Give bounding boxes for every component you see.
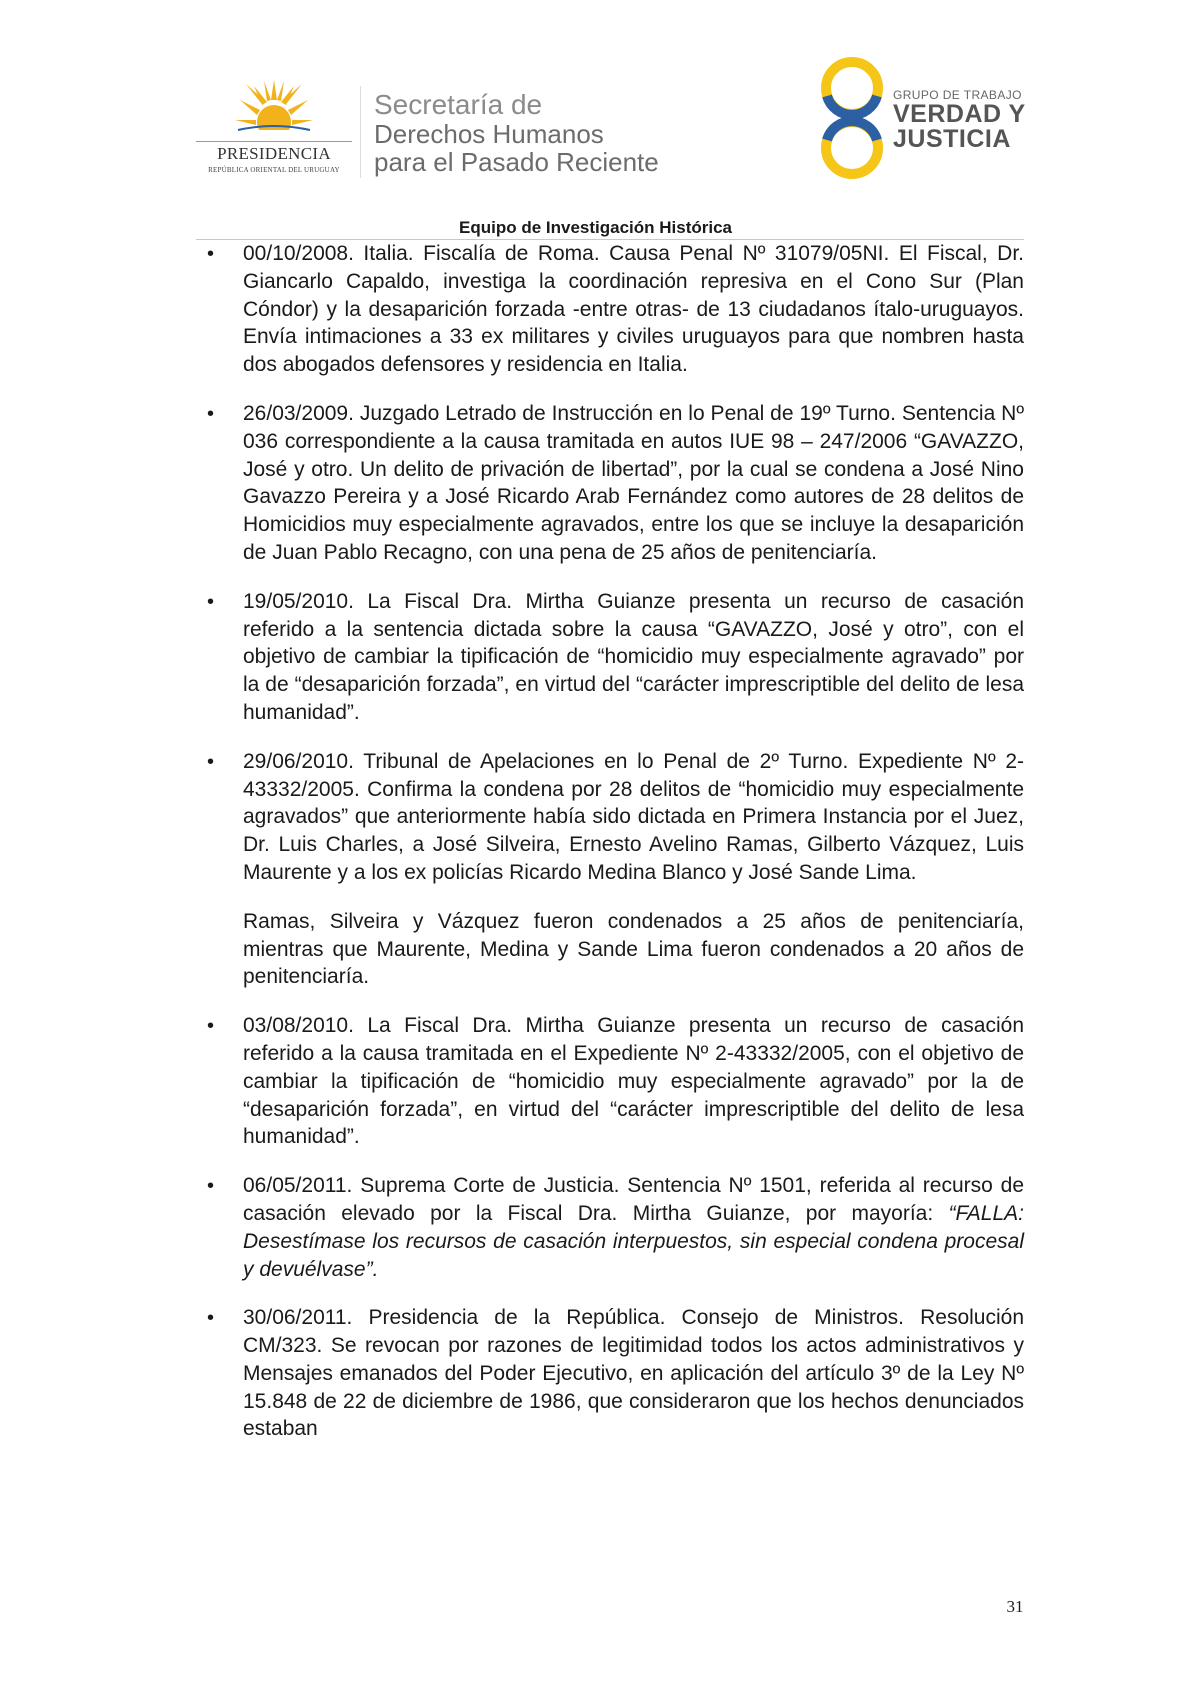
bullet: • — [207, 590, 215, 613]
entry-paragraph: 19/05/2010. La Fiscal Dra. Mirtha Guianze presenta un recurso de casación referido a la sentencia dictada sobre la causa “GAVAZZO, José y otro”, con el objetivo de cambiar la tipificación de “homicidio muy especialmente agravado” por la de “desaparición forzada”, en virtud del “carácter imprescriptible del delito de lesa humanidad”. — [243, 589, 1024, 724]
bullet: • — [207, 1175, 215, 1198]
list-item — [198, 240, 1024, 379]
presidencia-rule — [196, 141, 352, 142]
justicia-label: JUSTICIA — [893, 125, 1011, 153]
bullet: • — [207, 1307, 215, 1330]
ruling-quote: “FALLA: Desestímase los recursos de casación interpuestos, sin especial condena procesal y devuélvase”. — [243, 1201, 1024, 1281]
bullet: • — [207, 243, 215, 265]
logo-divider — [360, 86, 361, 178]
list-item — [198, 588, 1024, 727]
list-item — [198, 1012, 1024, 1151]
entry-paragraph: Ramas, Silveira y Vázquez fueron condenados a 25 años de penitenciaría, mientras que Maurente, Medina y Sande Lima fueron condenados a 20 años de penitenciaría. — [243, 909, 1024, 989]
page-number: 31 — [1006, 1597, 1024, 1616]
presidencia-logo — [196, 78, 352, 178]
verdad-label: VERDAD Y — [893, 100, 1026, 128]
team-title: Equipo de Investigación Histórica — [459, 218, 732, 237]
bullet: • — [207, 750, 215, 773]
secretaria-line-3: para el Pasado Reciente — [374, 147, 659, 177]
secretaria-logo — [374, 90, 659, 176]
presidencia-subtitle: REPÚBLICA ORIENTAL DEL URUGUAY — [208, 166, 340, 174]
list-item — [198, 1304, 1024, 1443]
entry-text: 06/05/2011. Suprema Corte de Justicia. Sentencia Nº 1501, referida al recurso de casación elevado por la Fiscal Dra. Mirtha Guianze, por mayoría: — [243, 1174, 1024, 1225]
entry-paragraph: 30/06/2011. Presidencia de la República. Consejo de Ministros. Resolución CM/323. Se revocan por razones de legitimidad todos los actos administrativos y Mensajes emanados del Poder Ejecutivo, en aplicación del artículo 3º de la Ley Nº 15.848 de 22 de diciembre de 1986, que consideraron que los hechos denunciados estaban — [243, 1306, 1024, 1441]
sun-icon — [234, 78, 314, 140]
verdad-justicia-logo — [893, 88, 1026, 152]
presidencia-title: PRESIDENCIA — [217, 144, 331, 163]
document-body — [198, 240, 1024, 1464]
list-item — [198, 748, 1024, 991]
entry-list — [198, 240, 1024, 1443]
bullet: • — [207, 402, 215, 425]
entry-paragraph: 00/10/2008. Italia. Fiscalía de Roma. Causa Penal Nº 31079/05NI. El Fiscal, Dr. Giancarlo Capaldo, investiga la coordinación represiva en el Cono Sur (Plan Cóndor) y la desaparición forzada -entre otras- de 13 ciudadanos ítalo-uruguayos. Envía intimaciones a 33 ex militares y civiles uruguayos para que nombren hasta dos abogados defensores y residencia en Italia. — [243, 242, 1024, 377]
list-item — [198, 400, 1024, 567]
entry-paragraph: 26/03/2009. Juzgado Letrado de Instrucción en lo Penal de 19º Turno. Sentencia Nº 036 correspondiente a la causa tramitada en autos IUE 98 – 247/2006 “GAVAZZO, José y otro. Un delito de privación de libertad”, por la cual se condena a José Nino Gavazzo Pereira y a José Ricardo Arab Fernández como autores de 28 delitos de Homicidios muy especialmente agravados, entre los que se incluye la desaparición de Juan Pablo Recagno, con una pena de 25 años de penitenciaría. — [243, 401, 1024, 564]
grupo-de-trabajo-label: GRUPO DE TRABAJO — [893, 88, 1022, 102]
entry-paragraph: 29/06/2010. Tribunal de Apelaciones en lo Penal de 2º Turno. Expediente Nº 2-43332/2005. Confirma la condena por 28 delitos de “homicidio muy especialmente agravados” que anteriormente había sido dictada en Primera Instancia por el Juez, Dr. Luis Charles, a José Silveira, Ernesto Avelino Ramas, Gilberto Vázquez, Luis Maurente y a los ex policías Ricardo Medina Blanco y José Sande Lima. — [243, 749, 1024, 884]
verdad-justicia-mark-icon — [818, 56, 886, 185]
entry-paragraph — [243, 1172, 1024, 1283]
list-item — [198, 1172, 1024, 1283]
secretaria-line-2: Derechos Humanos — [374, 119, 604, 149]
secretaria-line-1: Secretaría de — [374, 89, 543, 120]
entry-paragraph: 03/08/2010. La Fiscal Dra. Mirtha Guianze presenta un recurso de casación referido a la causa tramitada en el Expediente Nº 2-43332/2005, con el objetivo de cambiar la tipificación de “homicidio muy especialmente agravado” por la de “desaparición forzada”, en virtud del “carácter imprescriptible del delito de lesa humanidad”. — [243, 1014, 1024, 1149]
bullet: • — [207, 1015, 215, 1038]
